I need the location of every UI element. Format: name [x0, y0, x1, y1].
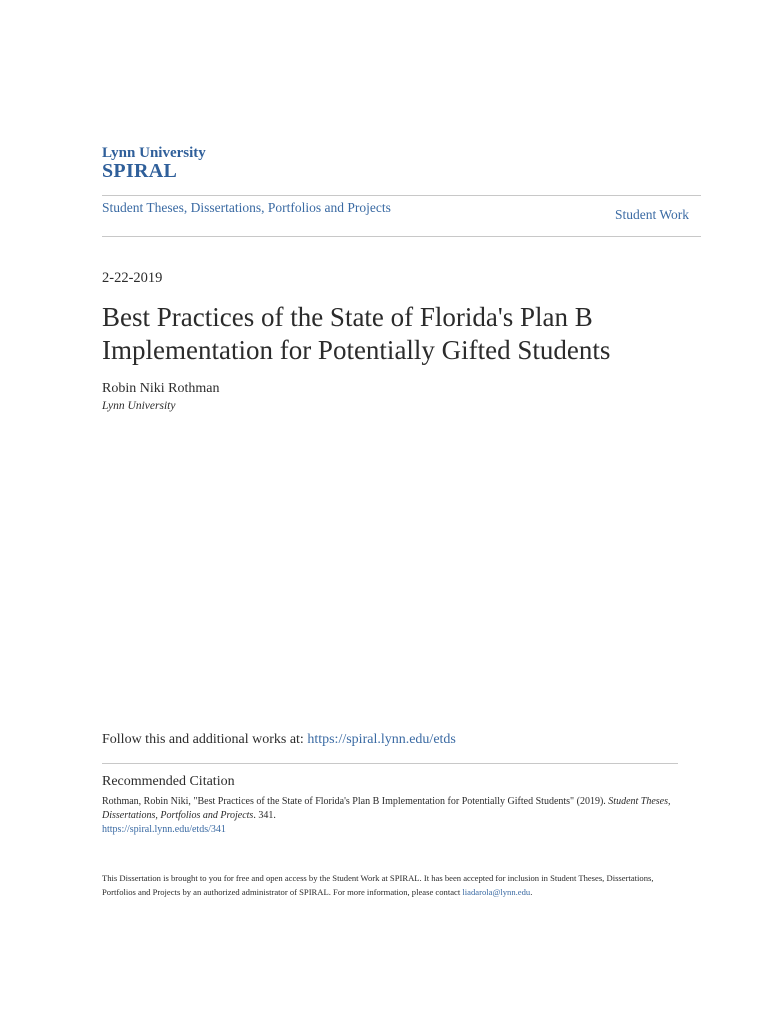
document-title: Best Practices of the State of Florida's Plan B Implementation for Potentially Gifted Students — [102, 302, 611, 365]
publication-date: 2-22-2019 — [102, 270, 163, 286]
collection-link[interactable]: Student Theses, Dissertations, Portfolios and Projects — [102, 200, 391, 215]
institution-name: Lynn University — [102, 145, 206, 161]
author-affiliation: Lynn University — [102, 400, 176, 412]
top-divider — [102, 195, 701, 196]
contact-email-link[interactable]: liadarola@lynn.edu — [462, 887, 531, 897]
citation-text: Rothman, Robin Niki, "Best Practices of the State of Florida's Plan B Implementation for Potentially Gifted Students" (2019). — [102, 796, 609, 807]
header-bottom-divider — [102, 236, 701, 237]
citation-divider — [102, 763, 678, 764]
parent-collection-link[interactable]: Student Work — [614, 207, 689, 222]
follow-prefix: Follow this and additional works at: — [102, 732, 308, 747]
citation-url-link[interactable]: https://spiral.lynn.edu/etds/341 — [102, 824, 226, 835]
follow-url-link[interactable]: https://spiral.lynn.edu/etds — [307, 732, 456, 747]
citation-number: . 341. — [253, 810, 276, 821]
citation-series: Student Theses, Dissertations, Portfolios and Projects — [102, 796, 671, 821]
repository-name[interactable]: SPIRAL — [102, 160, 178, 182]
notice-end: . — [530, 887, 533, 897]
citation-block — [102, 795, 682, 837]
access-notice — [102, 871, 682, 899]
notice-text: This Dissertation is brought to you for free and open access by the Student Work at SPIRAL. It has been accepted for inclusion in Student Theses, Dissertations, Portfolios and Projects by an authorized administrator of SPIRAL. For more information, please contact — [102, 873, 654, 897]
author-name: Robin Niki Rothman — [102, 381, 220, 396]
citation-heading: Recommended Citation — [102, 774, 235, 789]
follow-line — [102, 732, 456, 748]
